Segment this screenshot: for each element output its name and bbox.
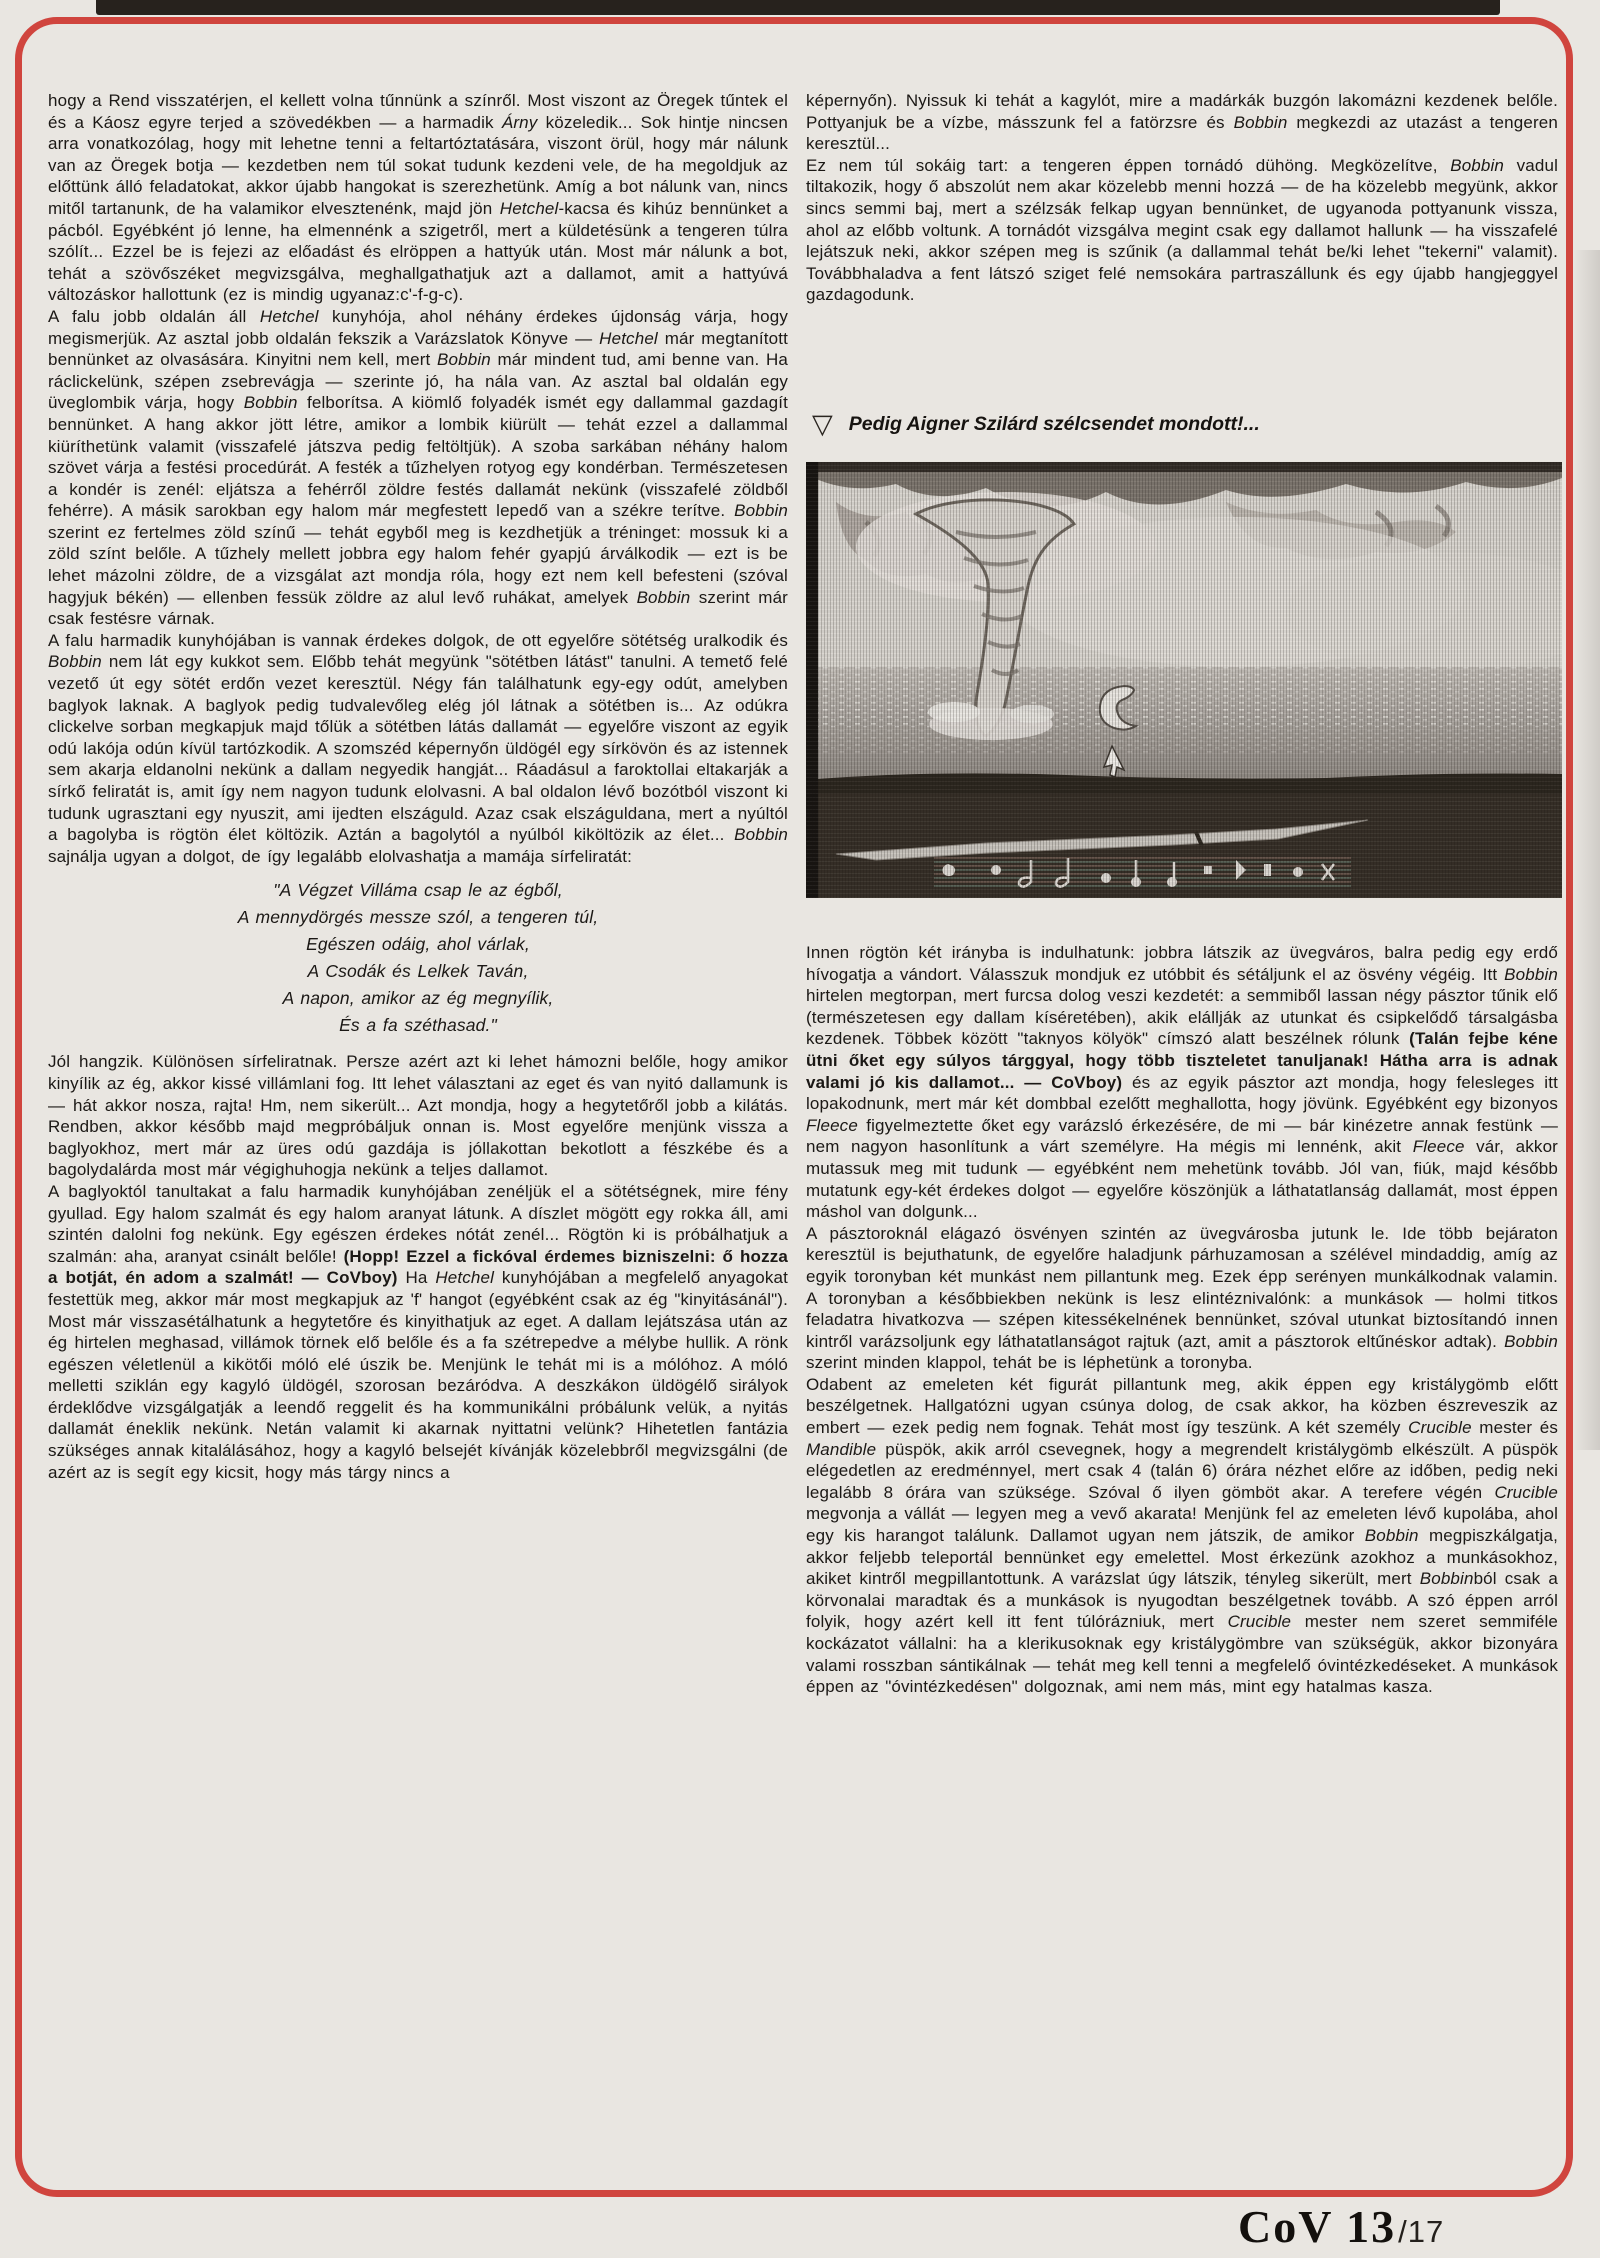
tornado-scene-art xyxy=(806,462,1562,898)
article-right-column-bottom xyxy=(806,942,1558,2184)
gravestone-poem: "A Végzet Villáma csap le az égből, A mennydörgés messze szól, a tengeren túl, Egészen odáig, ahol várlak, A Csodák és Lelkek Taván, A napon, amikor az ég megnyílik, És a fa széthasad." xyxy=(237,880,599,1036)
scan-edge-shadow xyxy=(1572,250,1600,1450)
article-paragraph: képernyőn). Nyissuk ki tehát a kagylót, mire a madárkák buzgón lakomázni kezdenek belőle. Pottyanjuk be a vízbe, másszunk fel a fatörzsre és Bobbin megkezdi az utazást a tengeren keresztül... xyxy=(806,91,1558,154)
page-number: /17 xyxy=(1398,2214,1445,2249)
article-paragraph: Innen rögtön két irányba is indulhatunk: jobbra látszik az üvegváros, balra pedig egy erdő hívogatja a vándort. Válasszuk mondjuk ez utóbbit és sétáljunk el az ösvény végéig. Itt Bobbin hirtelen megtorpan, mert furcsa dolog veszi kezdetét: a semmiből lassan négy pásztor tűnik elő (természetesen egy dallam kíséretében), akik elállják az utunkat és csipkelődő társalgásba kezdenek. Többek között "taknyos kölyök" címszó alatt beszélnek rólunk (Talán fejbe kéne ütni őket egy súlyos tárggyal, hogy több tiszteletet tanuljanak! Hátha arra is adnak valami jó kis dallamot... — CoVboy) és az egyik pásztor azt mondja, hogy felesleges itt lopakodnunk, mert már két dombbal ezelőtt meghallotta, hogy jövünk. Egyébként egy bizonyos Fleece figyelmeztette őket egy varázsló érkezésére, de mi — bár kinézetre annak festünk — nem nagyon hasonlítunk a várt személyre. Ha mégis mi lennénk, akit Fleece vár, akkor mutassuk meg mit tudunk — egyébként nem mehetünk tovább. Jól van, fiúk, majd később mutatunk egy-két érdekes dolgot — egyelőre köszönjük a láthatatlanság dallamát, most éppen máshol van dolgunk... xyxy=(806,943,1558,1222)
article-paragraph: Jól hangzik. Különösen sírfeliratnak. Persze azért azt ki lehet hámozni belőle, hogy amikor kinyílik az ég, akkor kissé villámlani fog. Itt lehet választani az eget és van nyitó dallamunk is — hát akkor nosza, rajta! Hm, nem sikerült... Azt mondja, hogy a hegytetőről jobb a kilátás. Rendben, akkor később majd megpróbáljuk onnan is. Most egyelőre menjünk vissza a baglyokhoz, mert már az üres odú gazdája is jóllakottan bekotlott a fészkébe és a bagolydalárda most már végighuhogja nekünk a teljes dallamot. xyxy=(48,1052,788,1180)
article-paragraph: hogy a Rend visszatérjen, el kellett volna tűnnünk a színről. Most viszont az Öregek tűntek el és a Káosz egyre terjed a szövedékben — a harmadik Árny közeledik... Sok hintje nincsen arra vonatkozólag, hogy mit lehetne tenni a feltartóztatására, viszont örül, hogy már nálunk van az Öregek botja — kezdetben nem túl sokat tudunk kezdeni vele, de ha megoldjuk az előttünk álló feladatokat, akkor újabb hangokat is szerezhetünk. Amíg a bot nálunk van, nincs mitől tartanunk, de ha valamikor elvesztenénk, majd jön Hetchel-kacsa és kihúz bennünket a pácból. Egyébként jó lenne, ha elmennénk a szigetről, mert a küldetésünk a tengeren túlra szólít... Ezzel be is fejezi az előadást és elröppen a hattyúk után. Most már nálunk a bot, tehát a szövőszéket megvizsgálva, meghallgathatjuk azt a dallamot, amit a hattyúvá változáskor hallottunk (ez is mindig ugyanaz:c'-f-g-c). xyxy=(48,91,788,305)
screenshot-caption xyxy=(812,408,1564,439)
article-paragraph: A falu harmadik kunyhójában is vannak érdekes dolgok, de ott egyelőre sötétség uralkodik és Bobbin nem lát egy kukkot sem. Előbb tehát megyünk "sötétben látást" tanulni. A temető felé vezető út egy sötét erdőn vezet keresztül. Négy fán találhatunk egy-egy odút, amelyben baglyok laknak. A baglyok pedig tudvalevőleg elég jól látnak a sötétben is... Az odúkra clickelve sorban megkapjuk majd tőlük a sötétben látás dallamát — egyelőre viszont az egyik odú lakója odún kívül tartózkodik. A szomszéd képernyőn üldögél egy sírkövön és az istennek sem akarja eldanolni nekünk a dallam negyedik hangját... Ráadásul a faroktollai eltakarják a sírkő feliratát is, amit így nem nagyon tudunk elolvasni. A bal oldalon lévő bozótból viszont ki tudunk ugrasztani egy nyuszit, ami ijedten elszáguld. Azaz csak elszáguldana, mert a nyúltól a bagolyba is rögtön élet költözik. Aztán a bagolytól a nyúlból kiköltözik az élet... Bobbin sajnálja ugyan a dolgot, de így legalább elolvashatja a mamája sírfeliratát: xyxy=(48,630,788,866)
article-right-column-top xyxy=(806,90,1558,408)
magazine-logo: CoV 13 xyxy=(1238,2201,1397,2252)
article-left-column xyxy=(48,90,788,2165)
scan-top-edge xyxy=(96,0,1500,15)
article-paragraph: A falu jobb oldalán áll Hetchel kunyhója, ahol néhány érdekes újdonság várja, hogy megismerjük. Az asztal jobb oldalán fekszik a Varázslatok Könyve — Hetchel már megtanított bennünket az olvasására. Kinyitni nem kell, mert Bobbin már mindent tud, ami benne van. Ha ráclickelünk, szépen zsebrevágja — szerinte jó, ha nála van. Az asztal bal oldalán egy üveglombik várja, hogy Bobbin felborítsa. A kiömlő folyadék ismét egy dallammal gazdagít bennünket. A hang akkor jött létre, amikor a lombik kiürült — tehát ezzel a dallammal kiüríthetünk valamit (visszafelé játszva pedig feltöltjük). A szoba sarkában néhány halom szövet várja a festési procedúrát. A festék a tűzhelyen rotyog egy kondérban. Természetesen a kondér is zenél: eljátsza a fehérről zöldre festés dallamát nekünk (visszafelé zöldből fehérre). A másik sarokban egy halom már megfestett lepedő van a székre terítve. Bobbin szerint ez fertelmes zöld színű — tehát egyből meg is kezdhetjük a tréninget: mossuk ki a zöld színt belőle. A tűzhely mellett jobbra egy halom fehér gyapjú árválkodik — ezt is be lehet mázolni zöldre, de a vizsgálat azt mondja róla, hogy ezt nem kell befesteni (szóval hagyjuk békén) — ellenben fessük zöldre az alul levő ruhákat, amelyek Bobbin szerint már csak festésre várnak. xyxy=(48,306,788,629)
article-paragraph: A pásztoroknál elágazó ösvényen szintén az üvegvárosba jutunk le. Ide több bejáraton keresztül is bejuthatunk, de egyelőre haladjunk párhuzamosan a szélével mindaddig, amíg az egyik toronyban két munkást nem pillantunk meg. Ezek épp serényen munkálkodnak valamin. A toronyban a későbbiekben nekünk is lesz elintéznivalónk: a munkások — holmi titkos feladatra hivatkozva — szépen kitessékelnének bennünket, szóval utunkat biztosítandó innen kintről varázsoljunk egy láthatatlanságot rajtuk (azt, amit a pásztorok eltűnéskor adtak). Bobbin szerint minden klappol, tehát be is léphetünk a toronyba. xyxy=(806,1223,1558,1373)
down-triangle-icon: ▽ xyxy=(812,408,833,439)
page-footer xyxy=(1238,2200,1444,2253)
article-paragraph: Odabent az emeleten két figurát pillantunk meg, akik éppen egy kristálygömb előtt beszélgetnek. Hallgatózni ugyan csúnya dolog, de csak akkor, ha közben észreveszik az embert — ezek pedig nem fognak. Tehát most így teszünk. A két személy Crucible mester és Mandible püspök, akik arról csevegnek, hogy a megrendelt kristálygömb elkészült. A püspök elégedetlen az eredménnyel, mert csak 4 (talán 6) órára nézhet előre az időben, pedig neki legalább 8 órára van szüksége. Szóval ő ilyen gömböt akar. A terefere végén Crucible megvonja a vállát — legyen meg a vevő akarata! Menjünk fel az emeleten lévő kupolába, ahol egy kis harangot találunk. Dallamot ugyan nem játszik, de amikor Bobbin megpiszkálgatja, akkor feljebb teleportál bennünket egy emelettel. Most érkezünk azokhoz a munkásokhoz, akiket kintről megpillantottunk. A varázslat úgy látszik, tényleg sikerült, mert Bobbinból csak a körvonalai maradtak és a munkások is nyugodtan beszélgetnek tovább. A szó éppen arról folyik, hogy azért kell itt fent túlórázniuk, mert Crucible mester nem szeret semmiféle kockázatot vállalni: ha a klerikusoknak egy kristálygömbre van szükségük, akkor bizonyára valami rosszban sántikálnak — tehát meg kell tenni a megfelelő óvintézkedéseket. A munkások éppen az "óvintézkedésen" dolgoznak, ami nem más, mint egy hatalmas kasza. xyxy=(806,1374,1558,1697)
article-paragraph: Ez nem túl sokáig tart: a tengeren éppen tornádó dühöng. Megközelítve, Bobbin vadul tiltakozik, hogy ő abszolút nem akar közelebb menni hozzá — de ha közelebb megyünk, akkor sincs semmi baj, mert a szélzsák felkap ugyan bennünket, de ugyanoda pottyanunk vissza, ahol az előbb voltunk. A tornádót vizsgálva megint csak egy dallamot hallunk — ha visszafelé lejátszuk neki, akkor szépen meg is szűnik (a dallammal tehát be/ki lehet "tekerni" valamit). Továbbhaladva a fent látszó sziget felé nemsokára partraszállunk és egy újabb hangjeggyel gazdagodunk. xyxy=(806,155,1558,305)
article-paragraph: A baglyoktól tanultakat a falu harmadik kunyhójában zenéljük el a sötétségnek, mire fény gyullad. Egy halom szalmát és egy halom aranyat látunk. A díszlet mögött egy rokka áll, ami szintén dalolni fog nekünk. Egy egészen érdekes nótát zenél... Rögtön ki is próbálhatjuk a szalmán: aha, aranyat csinált belőle! (Hopp! Ezzel a fickóval érdemes bizniszelni: ő hozza a botját, én adom a szalmát! — CoVboy) Ha Hetchel kunyhójában a megfelelő anyagokat festettük meg, akkor már most megkapjuk az 'f' hangot (egyébként csak az ég "kinyitásánál"). Most már visszasétálhatunk a hegytetőre és kinyithatjuk az eget. A dallam lejátszása után az ég hirtelen meghasad, villámok törnek elő belőle és a fa szétrepedve a mélybe hullik. A rönk egészen véletlenül a kikötői móló elé úszik be. Menjünk le tehát mi is a mólóhoz. A móló melletti sziklán egy kagyló üldögél, szorosan bezáródva. A deszkákon üldögélő sirályok érdeklődve vizsgálgatják a leendő reggelit és ha kommunikálni próbálunk velük, a nyitás dallamát éneklik nekünk. Netán valamit ki akarnak nyittatni velünk? Hihetetlen fantázia szükséges annak kitalálásához, hogy a kagyló belsejét kívánják közelebbről megvizsgálni (de azért az is segít egy kicsit, hogy más tárgy nincs a xyxy=(48,1181,788,1482)
game-screenshot xyxy=(806,462,1562,898)
screenshot-caption-text: Pedig Aigner Szilárd szélcsendet mondott!... xyxy=(848,413,1260,435)
